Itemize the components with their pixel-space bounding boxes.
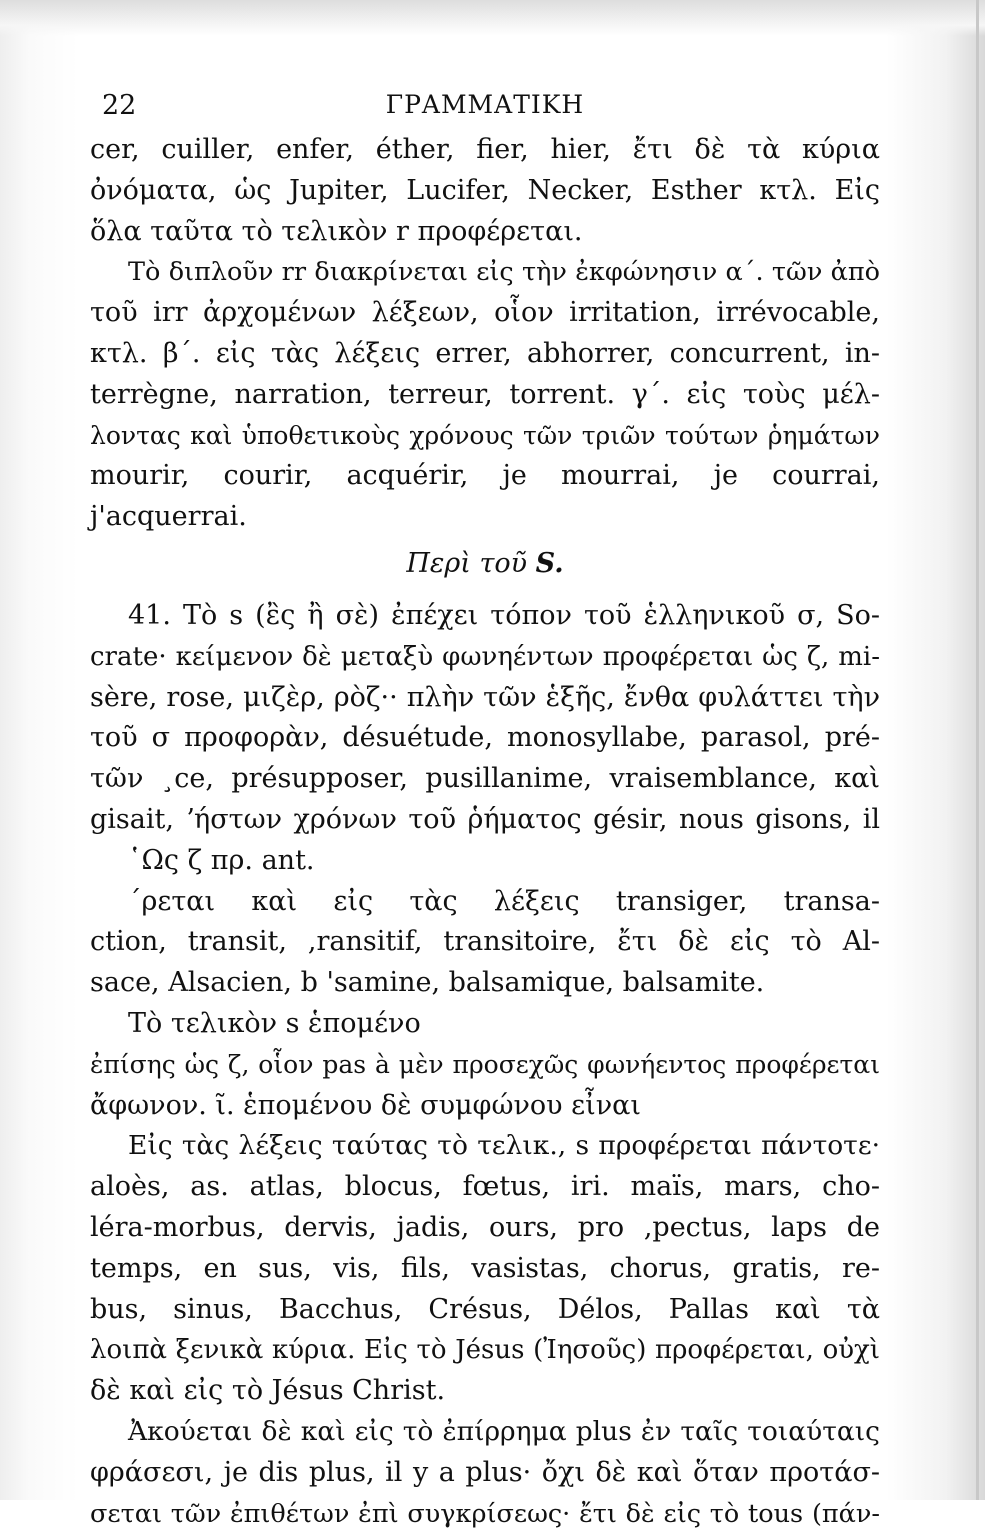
text-line: j'acquerrai. [90, 497, 880, 538]
text-line: bus, sinus, Bacchus, Crésus, Délos, Pallas καὶ τὰ [90, 1290, 880, 1331]
text-line: sace, Alsacien, b 'samine, balsamique, balsamite. [90, 963, 880, 1004]
paragraph-41 [90, 596, 880, 882]
paragraph-plus [90, 1412, 880, 1534]
page-number: 22 [102, 90, 136, 121]
text-line: λοιπὰ ξενικὰ κύρια. Εἰς τὸ Jésus (Ἰησοῦς) προφέρεται, οὐχὶ [90, 1330, 880, 1371]
text-line: ἄφωνον. ῖ. ἑπομένου δὲ συμφώνου εἶναι [90, 1086, 880, 1127]
text-line: gisait, ʼήστων χρόνων τοῦ ῥήματος gésir, nous gisons, il [90, 800, 880, 841]
section-heading [90, 538, 880, 596]
text-block [90, 88, 880, 1534]
paragraph-r-final [90, 130, 880, 252]
text-line: φράσεσι, je dis plus, il y a plus· ὄχι δὲ καὶ ὅταν προτάσ- [90, 1453, 880, 1494]
paragraph-always-pronounced [90, 1126, 880, 1412]
paragraph-transiger [90, 882, 880, 1004]
text-line: 41. Τὸ s (ἒς ἢ σὲ) ἐπέχει τόπον τοῦ ἑλληνικοῦ σ, So- [90, 596, 880, 637]
text-line: τῶν ¸ce, présupposer, pusillanime, vraisemblance, καὶ [90, 759, 880, 800]
text-line: ΄ρεται καὶ εἰς τὰς λέξεις transiger, transa- [90, 882, 880, 923]
text-line: ὅλα ταῦτα τὸ τελικὸν r προφέρεται. [90, 212, 880, 253]
text-line: crate· κείμενον δὲ μεταξὺ φωνηέντων προφέρεται ὡς ζ, mi- [90, 637, 880, 678]
text-line: sère, rose, μιζὲρ, ρὸζ·· πλὴν τῶν ἑξῆς, ἔνθα φυλάττει τὴν [90, 678, 880, 719]
text-line: terrègne, narration, terreur, torrent. γ΄. εἰς τοὺς μέλ- [90, 375, 880, 416]
text-line: ὀνόματα, ὡς Jupiter, Lucifer, Necker, Esther κτλ. Εἰς [90, 171, 880, 212]
paragraph-final-s [90, 1004, 880, 1126]
page-header [90, 88, 880, 130]
page-binding-edge [976, 0, 979, 1500]
text-line: aloès, as. atlas, blocus, fœtus, iri. maïs, mars, cho- [90, 1167, 880, 1208]
text-line: cer, cuiller, enfer, éther, fier, hier, ἔτι δὲ τὰ κύρια [90, 130, 880, 171]
text-line: Τὸ τελικὸν s ἑπομένο [90, 1004, 880, 1045]
text-line: Εἰς τὰς λέξεις ταύτας τὸ τελικ., s προφέρεται πάντοτε· [90, 1126, 880, 1167]
running-title: ΓΡΑΜΜΑΤΙΚΗ [90, 90, 880, 119]
text-line: ῾Ως ζ πρ. ant. [90, 841, 880, 882]
text-line: τοῦ irr ἀρχομένων λέξεων, οἷον irritation, irrévocable, [90, 293, 880, 334]
text-line: ἐπίσης ὡς ζ, οἷον pas à μὲν προσεχῶς φωνήεντος προφέρεται [90, 1045, 880, 1086]
section-heading-letter: S. [536, 548, 564, 579]
text-line: léra-morbus, dervis, jadis, ours, pro ,pectus, laps de [90, 1208, 880, 1249]
section-heading-prefix: Περὶ τοῦ [406, 548, 527, 579]
text-line: σεται τῶν ἐπιθέτων ἐπὶ συγκρίσεως· ἔτι δὲ εἰς τὸ tous (πάν- [90, 1494, 880, 1534]
text-line: λοντας καὶ ὑποθετικοὺς χρόνους τῶν τριῶν τούτων ῥημάτων [90, 416, 880, 457]
paragraph-double-r [90, 252, 880, 538]
text-line: Ἀκούεται δὲ καὶ εἰς τὸ ἐπίρρημα plus ἐν ταῖς τοιαύταις [90, 1412, 880, 1453]
text-line: mourir, courir, acquérir, je mourrai, je courrai, [90, 456, 880, 497]
text-line: temps, en sus, vis, fils, vasistas, chorus, gratis, re- [90, 1249, 880, 1290]
text-line: τοῦ σ προφορὰν, désuétude, monosyllabe, parasol, pré- [90, 718, 880, 759]
text-line: κτλ. β΄. εἰς τὰς λέξεις errer, abhorrer, concurrent, in- [90, 334, 880, 375]
text-line: ction, transit, ,ransitif, transitoire, ἔτι δὲ εἰς τὸ Al- [90, 922, 880, 963]
text-line: Τὸ διπλοῦν rr διακρίνεται εἰς τὴν ἐκφώνησιν α΄. τῶν ἀπὸ [90, 252, 880, 293]
text-line: δὲ καὶ εἰς τὸ Jésus Christ. [90, 1371, 880, 1412]
